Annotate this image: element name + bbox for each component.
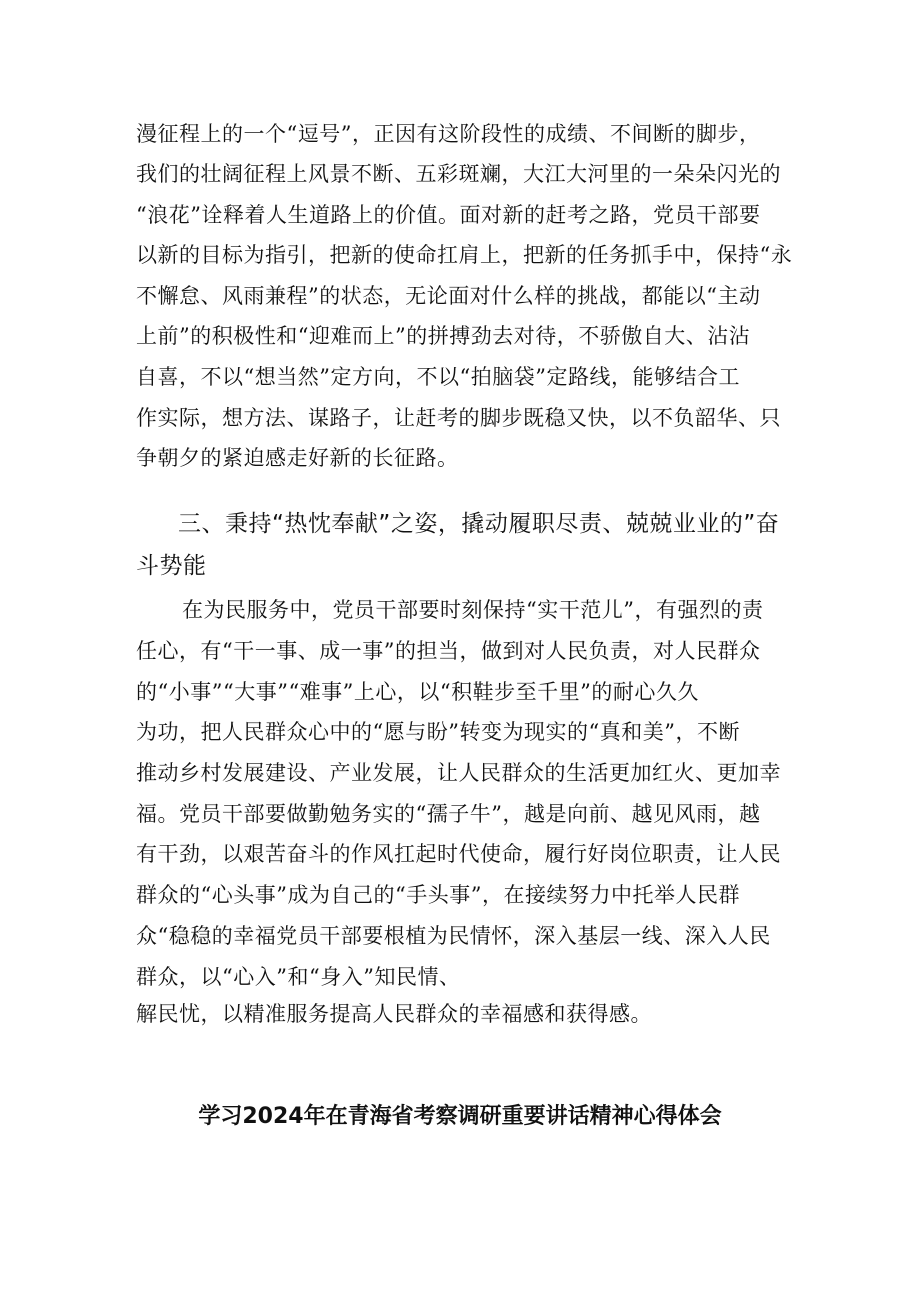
text-line: 福。党员干部要做勤勉务实的“孺子牛”，越是向前、越见风雨，越 [136,802,761,826]
text-line: 争朝夕的紧迫感走好新的长征路。 [136,446,459,470]
text-line: 群众的“心头事”成为自己的“手头事”，在接续努力中托举人民群 [136,883,740,907]
text-line: 为功，把人民群众心中的“愿与盼”转变为现实的“真和美”，不断 [136,720,740,744]
text-line: 众“稳稳的幸福党员干部要根植为民情怀，深入基层一线、深入人民 [136,924,771,948]
text-line: 上前”的积极性和“迎难而上”的拼搏劲去对待，不骄傲自大、沾沾 [136,324,751,348]
text-line: 以新的目标为指引，把新的使命扛肩上，把新的任务抓手中，保持“永 [136,243,793,267]
text-line: 自喜，不以“想当然”定方向，不以“拍脑袋”定路线，能够结合工 [136,365,740,389]
heading-line: 斗势能 [136,553,207,579]
text-line: 不懈怠、风雨兼程”的状态，无论面对什么样的挑战，都能以“主动 [136,284,761,308]
text-line: “浪花”诠释着人生道路上的价值。面对新的赶考之路，党员干部要 [136,203,761,227]
text-line: 群众，以“心入”和“身入”知民情、 [136,965,461,989]
text-line: 解民忧，以精准服务提高人民群众的幸福感和获得感。 [136,1002,652,1026]
text-line: 的“小事”“大事”“难事”上心，以“积鞋步至千里”的耐心久久 [136,680,699,704]
text-line: 在为民服务中，党员干部要时刻保持“实干范儿”，有强烈的责 [182,598,764,622]
text-line: 我们的壮阔征程上风景不断、五彩斑斓，大江大河里的一朵朵闪光的 [136,162,781,186]
text-line: 漫征程上的一个“逗号”，正因有这阶段性的成绩、不间断的脚步， [136,122,761,146]
text-line: 有干劲，以艰苦奋斗的作风扛起时代使命，履行好岗位职责，让人民 [136,842,781,866]
text-line: 推动乡村发展建设、产业发展，让人民群众的生活更加红火、更加幸 [136,761,781,785]
text-line: 任心，有“干一事、成一事”的担当，做到对人民负责，对人民群众 [136,639,761,663]
text-line: 作实际，想方法、谋路子，让赶考的脚步既稳又快，以不负韶华、只 [136,406,781,430]
heading-line: 三、秉持“热忱奉献”之姿，撬动履职尽责、兢兢业业的”奋 [178,511,780,537]
article-title: 学习2024年在青海省考察调研重要讲话精神心得体会 [198,1104,722,1129]
